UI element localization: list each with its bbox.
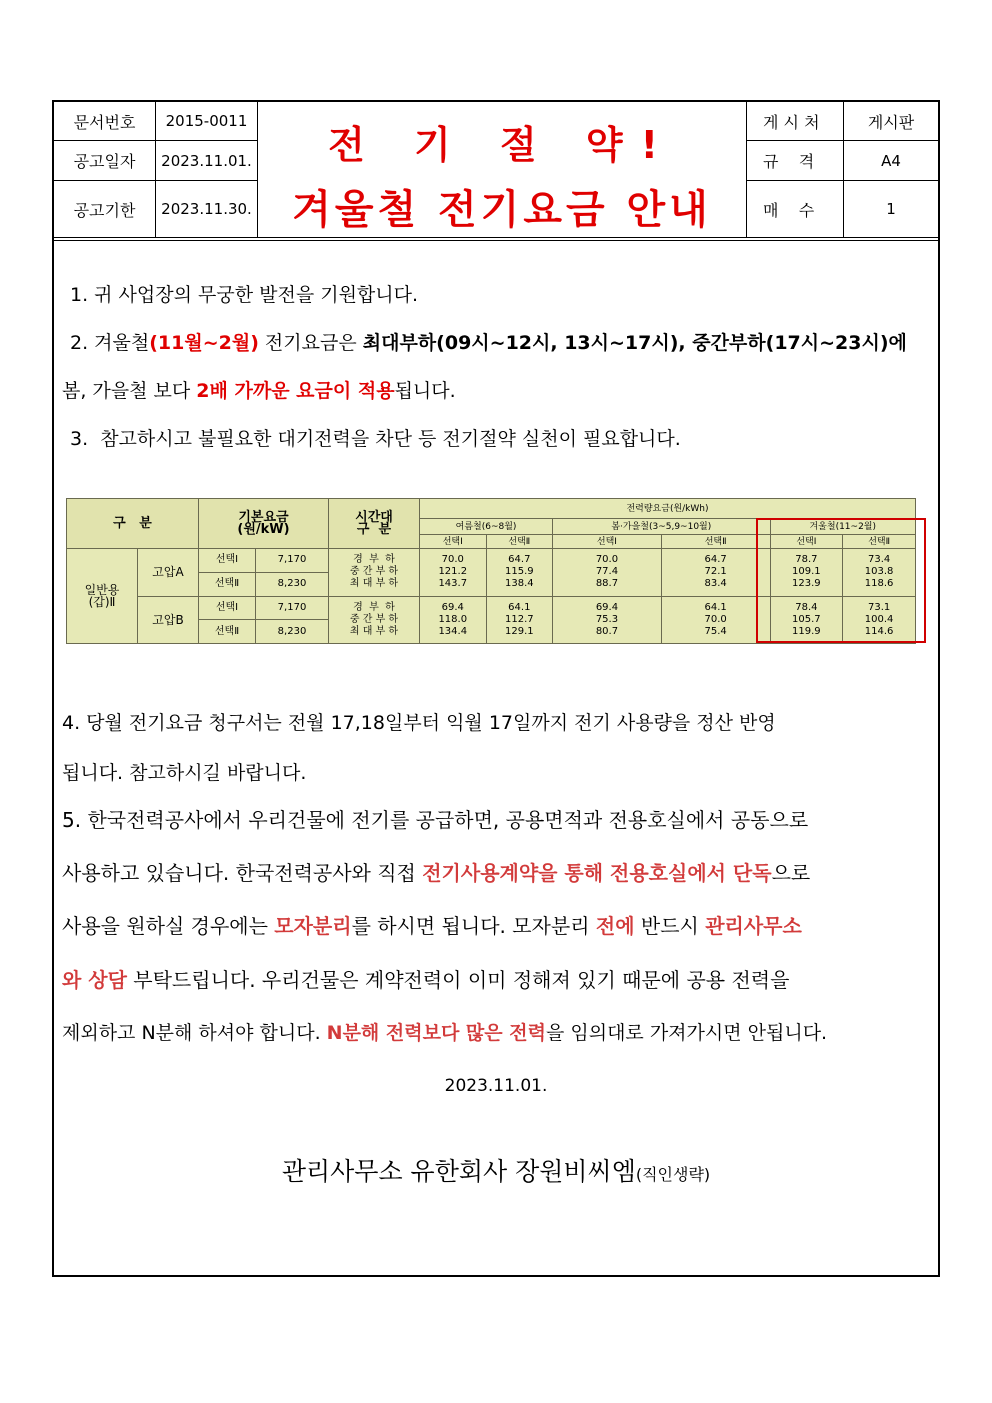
paragraph-5-line-4 <box>62 964 789 993</box>
p5-4b: 부탁드립니다. 우리건물은 계약전력이 이미 정해져 있기 때문에 공용 전력을 <box>126 968 790 992</box>
ga-c5 <box>843 549 916 597</box>
val: 78.4 <box>795 601 818 613</box>
gb-c1 <box>486 596 553 644</box>
paragraph-5-line-1: 5. 한국전력공사에서 우리건물에 전기를 공급하면, 공용면적과 전용호실에서 공동으로 <box>62 808 809 832</box>
val: 69.4 <box>441 601 464 613</box>
header-double-rule <box>54 238 938 241</box>
val: 83.4 <box>704 578 727 590</box>
val: 64.1 <box>704 601 727 613</box>
size-label: 규 격 <box>747 141 844 181</box>
val: 100.4 <box>864 613 894 625</box>
group-a-opt-1: 선택Ⅰ <box>199 549 256 573</box>
rate-h-time <box>329 499 420 549</box>
title-line-2: 겨울철 전기요금 안내 <box>292 187 712 233</box>
val: 72.1 <box>704 566 727 578</box>
p5-over-power: N분해 전력보다 많은 전력 <box>326 1022 546 1044</box>
season-spring: 봄·가을철(3~5,9~10월) <box>553 519 770 535</box>
val: 119.9 <box>792 625 821 637</box>
notice-date: 2023.11.01. <box>444 1076 548 1096</box>
signature-line <box>54 1152 938 1188</box>
group-a-loads <box>329 549 420 597</box>
paragraph-5-line-3 <box>62 910 802 939</box>
val: 118.6 <box>864 578 894 590</box>
opt-summer-1: 선택Ⅰ <box>420 535 487 549</box>
notice-date-value: 2023.11.01. <box>156 141 258 181</box>
val: 70.0 <box>441 554 464 566</box>
val: 70.0 <box>704 613 727 625</box>
doc-no-label: 문서번호 <box>54 102 156 141</box>
val: 112.7 <box>504 613 534 625</box>
group-b-opt-1: 선택Ⅰ <box>199 596 256 620</box>
val: 138.4 <box>504 578 534 590</box>
p2-text-g: 됩니다. <box>394 380 456 402</box>
val: 64.1 <box>508 601 531 613</box>
group-a-base-1: 7,170 <box>256 549 329 573</box>
count-label: 매 수 <box>747 181 844 238</box>
opt-spring-2: 선택Ⅱ <box>661 535 770 549</box>
val: 73.1 <box>867 601 891 613</box>
val: 75.3 <box>595 613 619 625</box>
notice-date-label: 공고일자 <box>54 141 156 181</box>
p5-office: 관리사무소 <box>705 914 802 938</box>
opt-winter-2: 선택Ⅱ <box>843 535 916 549</box>
val: 73.4 <box>867 554 891 566</box>
group-b-name: 고압B <box>138 596 199 644</box>
gb-c2 <box>553 596 662 644</box>
count-value: 1 <box>844 181 938 238</box>
val: 69.4 <box>595 601 619 613</box>
p2-text-a: 2. 겨울철 <box>70 332 150 354</box>
group-b-opt-2: 선택Ⅱ <box>199 620 256 644</box>
p5-3a: 사용을 원하실 경우에는 <box>62 914 275 938</box>
val: 77.4 <box>595 566 619 578</box>
rate-h-base-unit: (원/kW) <box>237 521 290 537</box>
val: 123.9 <box>792 578 821 590</box>
title-box <box>258 102 747 238</box>
rate-category <box>67 549 138 644</box>
val: 134.4 <box>438 625 468 637</box>
signer-name: 관리사무소 유한회사 장원비씨엠 <box>281 1157 636 1186</box>
title-line-1: 전 기 절 약! <box>328 123 676 167</box>
val: 70.0 <box>595 554 619 566</box>
val: 115.9 <box>504 566 534 578</box>
gb-c4 <box>770 596 843 644</box>
notice-header <box>54 102 938 238</box>
notice-page <box>52 100 940 1277</box>
p5-5a: 제외하고 N분해 하셔야 합니다. <box>62 1022 327 1044</box>
post-label: 게 시 처 <box>747 102 844 141</box>
paragraph-4-line-2: 됩니다. 참고하시길 바랍니다. <box>62 762 307 784</box>
rate-h-time-label: 시간대 <box>355 509 393 525</box>
group-b-base-1: 7,170 <box>256 596 329 620</box>
p5-consult: 와 상담 <box>62 968 127 992</box>
load-light: 경 부 하 <box>353 554 395 566</box>
val: 75.4 <box>704 625 727 637</box>
val: 143.7 <box>438 578 468 590</box>
load-peak: 최 대 부 하 <box>349 578 399 590</box>
paragraph-5-line-5 <box>62 1018 827 1045</box>
val: 88.7 <box>595 578 619 590</box>
val: 109.1 <box>792 566 821 578</box>
p5-3e: 반드시 <box>634 914 706 938</box>
rate-table-image <box>66 498 916 644</box>
val: 78.7 <box>795 554 818 566</box>
load-light: 경 부 하 <box>353 601 395 613</box>
paragraph-4-line-1: 4. 당월 전기요금 청구서는 전월 17,18일부터 익월 17일까지 전기 사용량을 정산 반영 <box>62 712 776 734</box>
p2-double-rate: 2배 가까운 요금이 적용 <box>196 380 395 402</box>
rate-h-energy: 전력량요금(원/kWh) <box>420 499 916 519</box>
p5-contract: 전기사용계약을 통해 전용호실에서 단독 <box>422 861 772 885</box>
p5-before: 전에 <box>595 914 635 938</box>
opt-summer-2: 선택Ⅱ <box>486 535 553 549</box>
group-a-opt-2: 선택Ⅱ <box>199 572 256 596</box>
ga-c4 <box>770 549 843 597</box>
p5-separation: 모자분리 <box>274 914 352 938</box>
opt-spring-1: 선택Ⅰ <box>553 535 662 549</box>
post-value: 게시판 <box>844 102 938 141</box>
rate-h-base <box>199 499 329 549</box>
doc-no-value: 2015-0011 <box>156 102 258 141</box>
group-a-base-2: 8,230 <box>256 572 329 596</box>
paragraph-3: 3. 참고하시고 불필요한 대기전력을 차단 등 전기절약 실천이 필요합니다. <box>70 428 681 450</box>
period-label: 공고기한 <box>54 181 156 238</box>
p5-2a: 사용하고 있습니다. 한국전력공사와 직접 <box>62 861 423 885</box>
gb-c0 <box>420 596 487 644</box>
size-value: A4 <box>844 141 938 181</box>
ga-c1 <box>486 549 553 597</box>
load-mid: 중 간 부 하 <box>349 613 399 625</box>
paragraph-2-line-1 <box>70 328 907 355</box>
group-a-name: 고압A <box>138 549 199 597</box>
p5-5c: 을 임의대로 가져가시면 안됩니다. <box>545 1022 828 1044</box>
p2-winter-months: (11월~2월) <box>149 332 259 354</box>
val: 129.1 <box>504 625 534 637</box>
p5-2c: 으로 <box>771 861 811 885</box>
val: 64.7 <box>508 554 531 566</box>
gb-c5 <box>843 596 916 644</box>
rate-h-base-label: 기본요금 <box>238 509 289 525</box>
p2-load-hours: 최대부하(09시~12시, 13시~17시), 중간부하(17시~23시)에 <box>362 332 907 354</box>
period-value: 2023.11.30. <box>156 181 258 238</box>
val: 103.8 <box>864 566 894 578</box>
rate-category-label: 일반용 <box>84 583 120 597</box>
val: 114.6 <box>864 625 894 637</box>
opt-winter-1: 선택Ⅰ <box>770 535 843 549</box>
ga-c2 <box>553 549 662 597</box>
group-b-loads <box>329 596 420 644</box>
ga-c3 <box>661 549 770 597</box>
val: 118.0 <box>438 613 468 625</box>
gb-c3 <box>661 596 770 644</box>
p5-3c: 를 하시면 됩니다. 모자분리 <box>351 914 596 938</box>
p2-text-c: 전기요금은 <box>258 332 363 354</box>
val: 105.7 <box>792 613 821 625</box>
load-peak: 최 대 부 하 <box>349 625 399 637</box>
signer-note: (직인생략) <box>635 1165 711 1184</box>
paragraph-1: 1. 귀 사업장의 무궁한 발전을 기원합니다. <box>70 284 419 306</box>
val: 64.7 <box>704 554 727 566</box>
season-summer: 여름철(6~8월) <box>420 519 553 535</box>
group-b-base-2: 8,230 <box>256 620 329 644</box>
season-winter: 겨울철(11~2월) <box>770 519 916 535</box>
paragraph-2-line-2 <box>62 376 456 403</box>
paragraph-5-line-2 <box>62 857 810 886</box>
load-mid: 중 간 부 하 <box>349 566 399 578</box>
rate-h-time-label-2: 구 분 <box>356 521 392 537</box>
ga-c0 <box>420 549 487 597</box>
val: 80.7 <box>595 625 619 637</box>
p2-text-e: 봄, 가을철 보다 <box>62 380 197 402</box>
val: 121.2 <box>438 566 468 578</box>
rate-category-label-2: (갑)Ⅱ <box>88 595 116 609</box>
rate-h-gubun: 구 분 <box>67 499 199 549</box>
